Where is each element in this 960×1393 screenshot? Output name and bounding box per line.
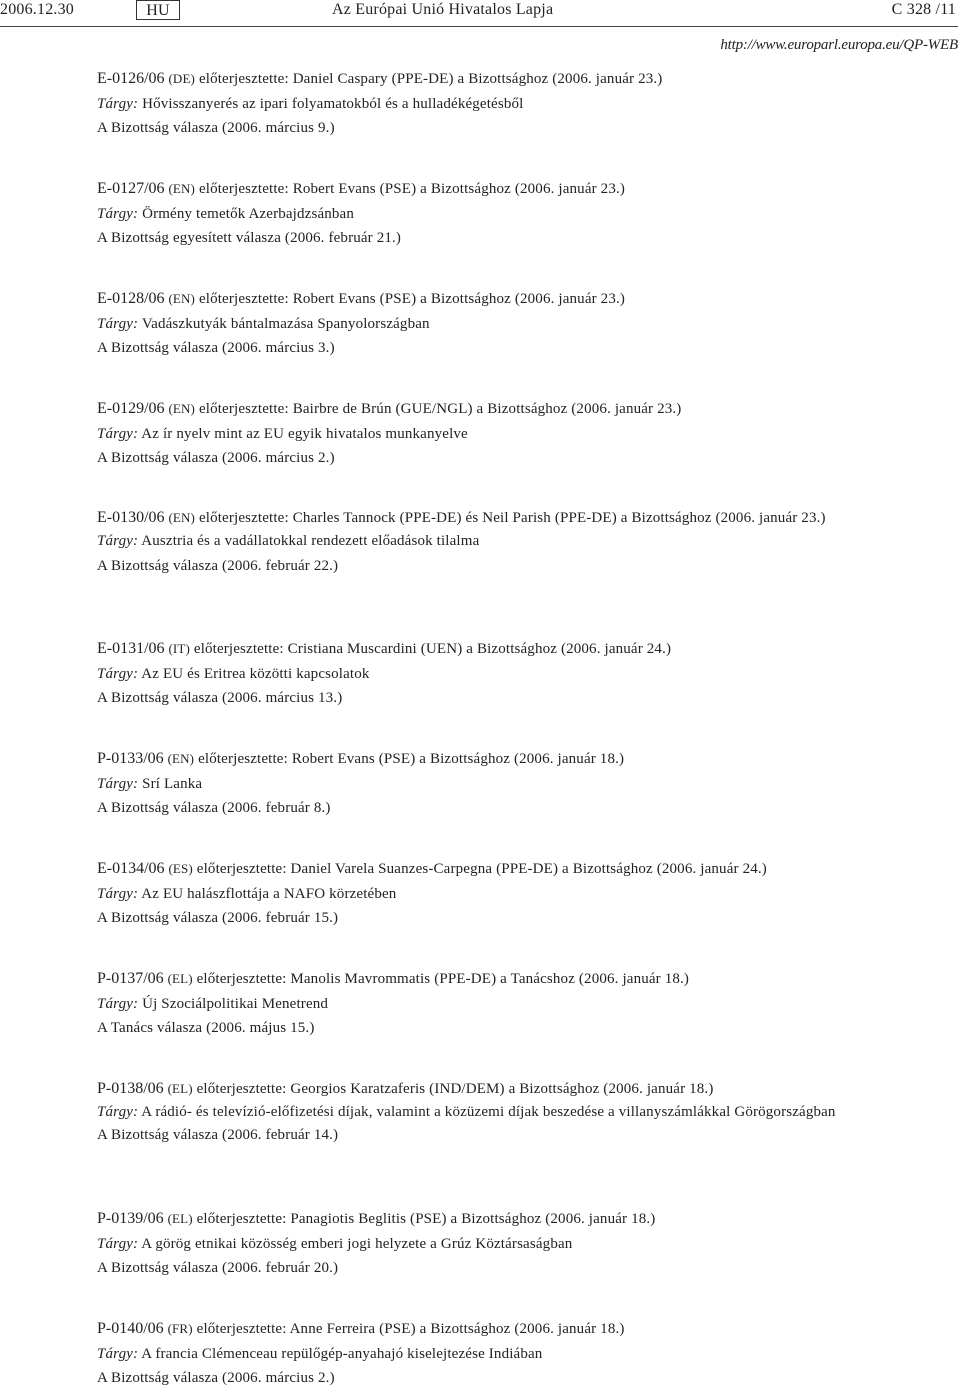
header-journal-title: Az Európai Unió Hivatalos Lapja (332, 1, 554, 18)
question-entry (97, 967, 937, 1041)
question-entry (97, 1317, 937, 1391)
subject-text: Ausztria és a vadállatokkal rendezett előadások tilalma (141, 533, 480, 549)
question-number: E-0126/06 (97, 70, 165, 87)
question-submitter: előterjesztette: Anne Ferreira (PSE) a Bizottsághoz (2006. január 18.) (196, 1321, 625, 1337)
subject-label: Tárgy: (97, 205, 139, 222)
question-entry (97, 287, 937, 361)
question-heading (97, 857, 937, 882)
header-language-box: HU (136, 0, 180, 20)
question-language: (EN) (168, 401, 196, 416)
question-entry (97, 397, 937, 471)
subject-label: Tárgy: (97, 995, 139, 1012)
question-language: (IT) (168, 641, 190, 656)
subject-text: A francia Clémenceau repülőgép-anyahajó kiselejtezése Indiában (141, 1345, 543, 1362)
question-number: E-0128/06 (97, 290, 165, 307)
question-language: (FR) (167, 1321, 193, 1336)
question-answer: A Tanács válasza (2006. május 15.) (97, 1020, 315, 1036)
subject-text: A rádió- és televízió-előfizetési díjak, valamint a közüzemi díjak beszedése a villanyszámlákkal Görögországban (141, 1103, 836, 1120)
question-submitter: előterjesztette: Charles Tannock (PPE-DE) és Neil Parish (PPE-DE) a Bizottsághoz (2006. január 23.) (198, 510, 826, 526)
question-language: (DE) (168, 71, 196, 86)
subject-label: Tárgy: (97, 665, 139, 682)
header-date: 2006.12.30 (0, 1, 74, 18)
subject-label: Tárgy: (97, 775, 139, 792)
question-answer: A Bizottság válasza (2006. március 3.) (97, 340, 335, 356)
question-language: (EL) (167, 1081, 193, 1096)
question-answer: A Bizottság válasza (2006. február 14.) (97, 1126, 339, 1143)
question-answer: A Bizottság válasza (2006. február 22.) (97, 557, 339, 574)
question-answer: A Bizottság válasza (2006. március 2.) (97, 1370, 335, 1386)
question-entry (97, 637, 937, 711)
subject-text: Az EU és Eritrea közötti kapcsolatok (141, 665, 370, 682)
question-number: P-0140/06 (97, 1320, 164, 1337)
question-subject (97, 422, 937, 447)
subject-label: Tárgy: (97, 885, 139, 902)
subject-text: A görög etnikai közösség emberi jogi helyzete a Grúz Köztársaságban (141, 1235, 573, 1252)
question-entry (97, 67, 937, 141)
question-subject (97, 1232, 937, 1257)
question-number: P-0139/06 (97, 1210, 164, 1227)
question-number: P-0133/06 (97, 750, 164, 767)
header-rule (0, 26, 958, 27)
header-page-number: C 328 /11 (891, 1, 956, 18)
question-subject (97, 202, 937, 227)
question-entry (97, 857, 937, 931)
question-heading (97, 67, 937, 92)
question-language: (EN) (167, 751, 195, 766)
question-heading (97, 967, 937, 992)
question-answer: A Bizottság válasza (2006. március 9.) (97, 120, 335, 136)
question-heading (97, 287, 937, 312)
subject-label: Tárgy: (97, 1345, 139, 1362)
question-language: (EN) (168, 510, 196, 525)
question-language: (ES) (168, 861, 193, 876)
question-subject (97, 1342, 937, 1367)
question-entry (97, 507, 937, 578)
subject-label: Tárgy: (97, 1103, 139, 1120)
subject-label: Tárgy: (97, 425, 139, 442)
question-language: (EL) (167, 971, 193, 986)
question-submitter: előterjesztette: Robert Evans (PSE) a Bizottsághoz (2006. január 18.) (198, 751, 625, 767)
question-answer: A Bizottság válasza (2006. március 13.) (97, 690, 343, 706)
question-subject (97, 992, 937, 1017)
subject-label: Tárgy: (97, 315, 139, 332)
question-submitter: előterjesztette: Robert Evans (PSE) a Bizottsághoz (2006. január 23.) (198, 181, 626, 197)
question-heading (97, 1077, 937, 1102)
question-language: (EN) (168, 291, 196, 306)
question-heading (97, 507, 937, 529)
question-subject (97, 662, 937, 687)
question-entry (97, 1077, 937, 1147)
subject-text: Örmény temetők Azerbajdzsánban (142, 205, 355, 222)
question-number: E-0127/06 (97, 180, 165, 197)
question-heading (97, 747, 937, 772)
question-number: E-0130/06 (97, 509, 165, 526)
question-subject (97, 92, 937, 117)
question-heading (97, 1317, 937, 1342)
question-language: (EL) (167, 1211, 193, 1226)
question-heading (97, 397, 937, 422)
source-url: http://www.europarl.europa.eu/QP-WEB (720, 37, 958, 53)
question-heading (97, 177, 937, 202)
question-submitter: előterjesztette: Manolis Mavrommatis (PPE-DE) a Tanácshoz (2006. január 18.) (196, 971, 690, 987)
question-answer: A Bizottság egyesített válasza (2006. február 21.) (97, 230, 402, 246)
question-entry (97, 177, 937, 251)
question-subject (97, 312, 937, 337)
question-entry (97, 1207, 937, 1281)
question-language: (EN) (168, 181, 196, 196)
question-entry (97, 747, 937, 821)
question-subject (97, 772, 937, 797)
question-submitter: előterjesztette: Cristiana Muscardini (UEN) a Bizottsághoz (2006. január 24.) (193, 641, 672, 657)
question-submitter: előterjesztette: Robert Evans (PSE) a Bizottsághoz (2006. január 23.) (198, 291, 626, 307)
question-submitter: előterjesztette: Panagiotis Beglitis (PSE) a Bizottsághoz (2006. január 18.) (196, 1211, 656, 1227)
question-heading (97, 1207, 937, 1232)
question-answer: A Bizottság válasza (2006. február 8.) (97, 800, 331, 816)
subject-text: Az ír nyelv mint az EU egyik hivatalos munkanyelve (141, 425, 468, 442)
question-heading (97, 637, 937, 662)
subject-text: Srí Lanka (142, 775, 203, 792)
question-subject (97, 1102, 937, 1123)
question-submitter: előterjesztette: Bairbre de Brún (GUE/NGL) a Bizottsághoz (2006. január 23.) (198, 401, 682, 417)
question-number: P-0137/06 (97, 970, 164, 987)
question-answer: A Bizottság válasza (2006. február 15.) (97, 910, 339, 926)
question-subject (97, 882, 937, 907)
subject-text: Hővisszanyerés az ipari folyamatokból és a hulladékégetésből (142, 95, 524, 112)
subject-text: Az EU halászflottája a NAFO körzetében (141, 885, 397, 902)
subject-label: Tárgy: (97, 533, 139, 549)
question-number: E-0131/06 (97, 640, 165, 657)
question-submitter: előterjesztette: Daniel Caspary (PPE-DE) a Bizottsághoz (2006. január 23.) (198, 71, 663, 87)
subject-label: Tárgy: (97, 95, 139, 112)
question-submitter: előterjesztette: Daniel Varela Suanzes-Carpegna (PPE-DE) a Bizottsághoz (2006. január 24.) (196, 861, 767, 877)
page-header (0, 0, 960, 30)
question-number: P-0138/06 (97, 1080, 164, 1097)
subject-label: Tárgy: (97, 1235, 139, 1252)
question-number: E-0134/06 (97, 860, 165, 877)
subject-text: Vadászkutyák bántalmazása Spanyolországban (141, 315, 430, 332)
question-submitter: előterjesztette: Georgios Karatzaferis (IND/DEM) a Bizottsághoz (2006. január 18.) (196, 1081, 714, 1097)
subject-text: Új Szociálpolitikai Menetrend (142, 995, 329, 1012)
question-answer: A Bizottság válasza (2006. március 2.) (97, 450, 335, 466)
question-number: E-0129/06 (97, 400, 165, 417)
question-subject (97, 529, 937, 554)
question-answer: A Bizottság válasza (2006. február 20.) (97, 1260, 339, 1276)
